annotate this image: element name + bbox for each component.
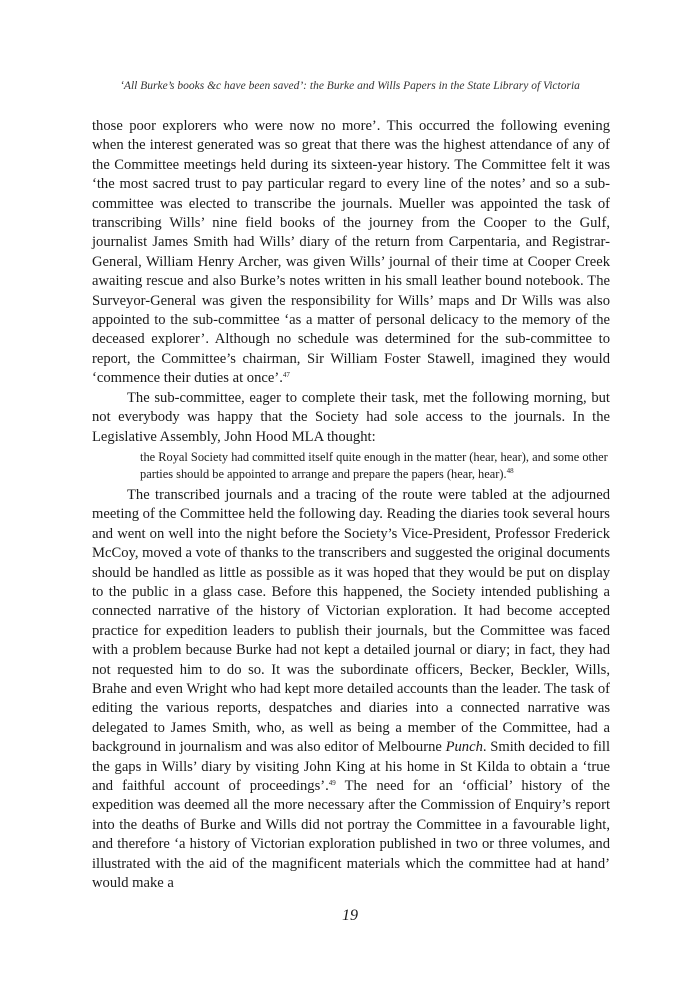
publication-title: Punch: [445, 739, 483, 756]
paragraph-text: those poor explorers who were now no more’. This occurred the following evening when the interest generated was so great that there was the highest attendance of any of the Committee meetings held during its sixteen-year history. The Committee felt it was ‘the most sacred trust to pay particular regard to every line of the notes’ and so a sub-committee was elected to transcribe the journals. Mueller was appointed the task of transcribing Wills’ nine field books of the journey from the Cooper to the Gulf, journalist James Smith had Wills’ diary of the return from Carpentaria, and Registrar-General, William Henry Archer, was given Wills’ journal of their time at Cooper Creek awaiting rescue and also Burke’s notes written in his small leather bound notebook. The Surveyor-General was given the responsibility for Wills’ maps and Dr Wills was also appointed to the sub-committee ‘as a matter of personal delicacy to the memory of the deceased explorer’. Although no schedule was determined for the sub-committee to report, the Committee’s chairman, Sir William Foster Stawell, imagined they would ‘commence their duties at once’.: [92, 118, 610, 387]
paragraph-continuation: [92, 117, 610, 389]
paragraph: [92, 486, 610, 894]
paragraph-text: The need for an ‘official’ history of the expedition was deemed all the more necessary after the Commission of Enquiry’s report into the deaths of Burke and Wills did not portray the Committee in a favourable light, and therefore ‘a history of Victorian exploration published in two or three volumes, and illustrated with the aid of the magnificent materials which the committee had at hand’ would make a: [92, 778, 610, 892]
paragraph-text: . Smith decided to fill the gaps in Wills’ diary by visiting John King at his home in St Kilda to obtain a ‘true and faithful account of proceedings’.: [92, 739, 610, 794]
paragraph-text: The transcribed journals and a tracing of the route were tabled at the adjourned meeting of the Committee held the following day. Reading the diaries took several hours and went on well into the night before the Society’s Vice-President, Professor Frederick McCoy, moved a vote of thanks to the transcribers and suggested the original documents should be handled as little as possible as it was hoped that they would be put on display to the public in a glass case. Before this happened, the Society intended publishing a connected narrative of the history of Victorian exploration. It had become accepted practice for expedition leaders to publish their journals, but the Committee was faced with a problem because Burke had not kept a detailed journal or diary; in fact, they had not requested him to do so. It was the subordinate officers, Becker, Beckler, Wills, Brahe and even Wright who had kept more detailed accounts than the leader. The task of editing the various reports, despatches and diaries into a connected narrative was delegated to James Smith, who, as well as being a member of the Committee, had a background in journalism and was also editor of Melbourne: [92, 486, 610, 756]
footnote-ref: 47: [282, 371, 290, 380]
footnote-ref: 49: [328, 779, 336, 787]
block-quote: [140, 449, 610, 483]
running-head: ‘All Burke’s books &c have been saved’: the Burke and Wills Papers in the State Library of Victoria: [120, 80, 580, 92]
page-number: 19: [342, 907, 358, 924]
quote-text: the Royal Society had committed itself quite enough in the matter (hear, hear), and some other parties should be appointed to arrange and prepare the papers (hear, hear).: [140, 449, 608, 481]
footnote-ref: 48: [506, 466, 514, 475]
body-text: [92, 117, 610, 893]
paragraph: [92, 389, 610, 447]
paragraph-text: The sub-committee, eager to complete their task, met the following morning, but not everybody was happy that the Society had sole access to the journals. In the Legislative Assembly, John Hood MLA thought:: [92, 389, 610, 445]
